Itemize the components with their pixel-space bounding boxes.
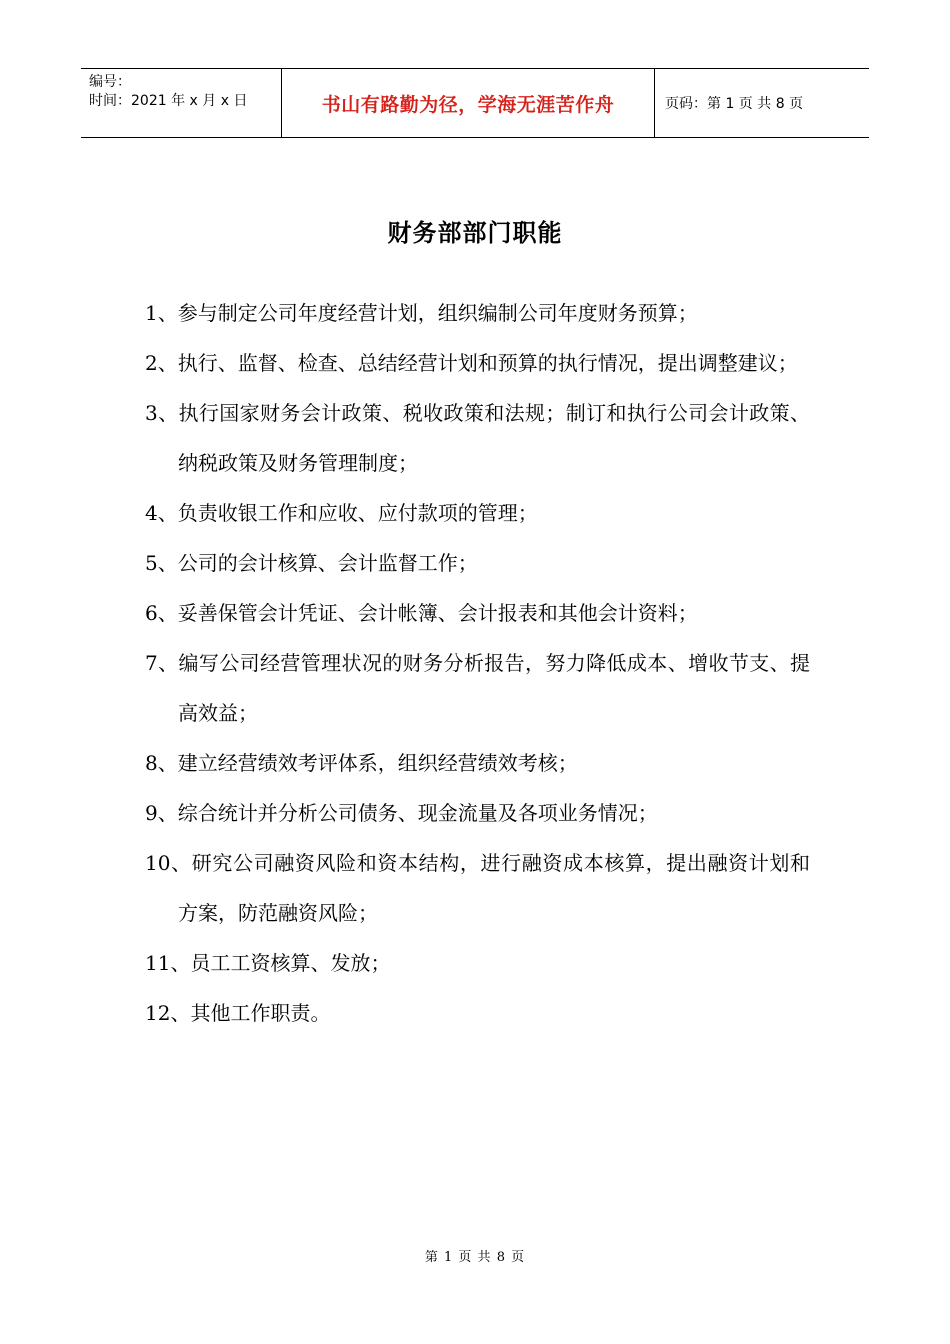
document-title: 财务部部门职能 [387, 219, 563, 247]
list-item: 12、其他工作职责。 [145, 1001, 331, 1025]
document-number-label: 编号： [89, 74, 131, 90]
list-item: 3、执行国家财务会计政策、税收政策和法规；制订和执行公司会计政策、纳税政策及财务管理制度； [145, 401, 810, 475]
header-meta-cell [81, 69, 282, 137]
list-item: 8、建立经营绩效考评体系，组织经营绩效考核； [145, 751, 578, 775]
list-item: 2、执行、监督、检查、总结经营计划和预算的执行情况，提出调整建议； [145, 351, 798, 375]
list-item: 5、公司的会计核算、会计监督工作； [145, 551, 478, 575]
document-time-label: 时间：2021 年 x 月 x 日 [89, 93, 248, 109]
list-item: 1、参与制定公司年度经营计划，组织编制公司年度财务预算； [145, 301, 698, 325]
list-item: 11、员工工资核算、发放； [145, 951, 391, 975]
header-table [81, 68, 869, 138]
header-page-info: 页码：第 1 页 共 8 页 [665, 96, 804, 112]
list-item: 6、妥善保管会计凭证、会计帐簿、会计报表和其他会计资料； [145, 601, 698, 625]
list-item: 4、负责收银工作和应收、应付款项的管理； [145, 501, 538, 525]
list-item: 10、研究公司融资风险和资本结构，进行融资成本核算，提出融资计划和方案，防范融资风险； [145, 851, 810, 925]
document-body [145, 288, 810, 1038]
list-item: 9、综合统计并分析公司债务、现金流量及各项业务情况； [145, 801, 658, 825]
page-footer: 第 1 页 共 8 页 [424, 1250, 526, 1265]
list-item: 7、编写公司经营管理状况的财务分析报告，努力降低成本、增收节支、提高效益； [145, 651, 810, 725]
header-motto: 书山有路勤为径，学海无涯苦作舟 [282, 69, 655, 137]
